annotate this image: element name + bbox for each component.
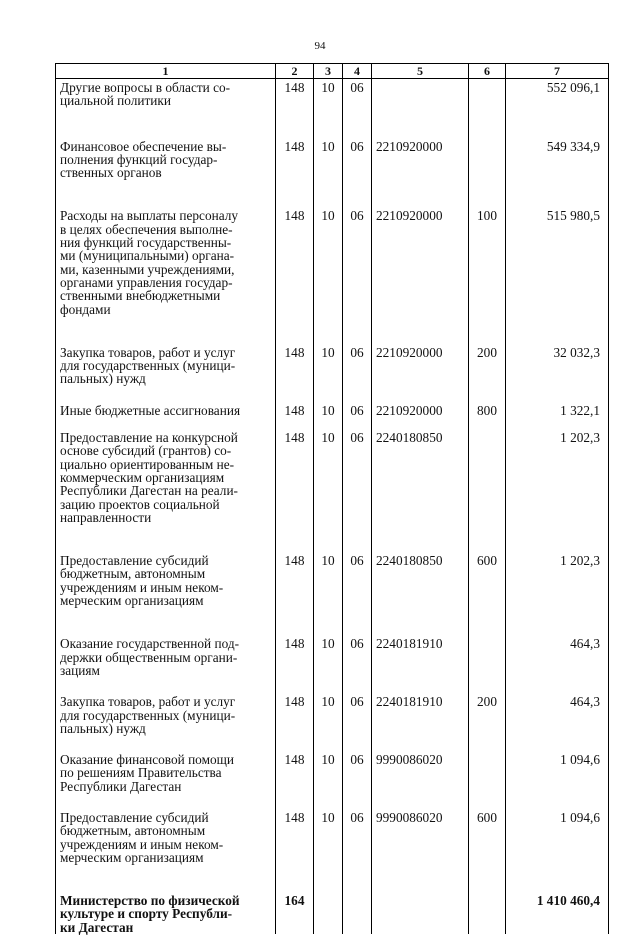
table-row [56,138,609,208]
cell-section: 10 [314,635,343,693]
cell-target-article: 2240181910 [372,693,469,751]
cell-amount: 464,3 [506,635,609,693]
header-row [56,64,609,79]
cell-subsection: 06 [343,79,372,138]
cell-target-article: 2240181910 [372,635,469,693]
cell-expense-type: 600 [469,809,506,892]
table-row [56,79,609,138]
cell-admin-code: 148 [276,429,314,552]
table-header [56,64,609,79]
cell-target-article: 2240180850 [372,429,469,552]
cell-section: 10 [314,207,343,343]
header-col-2: 2 [276,64,314,79]
cell-expense-type: 600 [469,552,506,635]
cell-admin-code: 148 [276,344,314,402]
cell-amount: 515 980,5 [506,207,609,343]
cell-section: 10 [314,751,343,809]
cell-admin-code: 148 [276,552,314,635]
budget-table [55,63,609,934]
cell-name: Иные бюджетные ассигнования [56,402,276,429]
cell-name: Оказание финансовой помощи по решениям Правительства Республики Дагестан [56,751,276,809]
table-row [56,809,609,892]
table-row [56,751,609,809]
cell-target-article: 2210920000 [372,138,469,208]
cell-name: Предоставление на конкурсной основе субсидий (грантов) со- циально ориентированным не- коммерческим организациям Республики Дагестан на реали- зацию проектов социальной направленности [56,429,276,552]
header-col-1: 1 [56,64,276,79]
table-row [56,344,609,402]
cell-subsection [343,892,372,934]
cell-subsection: 06 [343,693,372,751]
cell-amount: 1 094,6 [506,809,609,892]
cell-admin-code: 148 [276,751,314,809]
cell-amount: 552 096,1 [506,79,609,138]
cell-amount: 464,3 [506,693,609,751]
cell-target-article: 9990086020 [372,751,469,809]
cell-target-article [372,892,469,934]
cell-expense-type [469,429,506,552]
cell-target-article: 2210920000 [372,207,469,343]
cell-section: 10 [314,79,343,138]
table-row [56,892,609,934]
cell-target-article [372,79,469,138]
cell-expense-type: 100 [469,207,506,343]
cell-target-article: 2210920000 [372,402,469,429]
cell-admin-code: 148 [276,207,314,343]
cell-expense-type: 800 [469,402,506,429]
cell-subsection: 06 [343,402,372,429]
cell-amount: 1 322,1 [506,402,609,429]
cell-name: Оказание государственной под- держки общественным органи- зациям [56,635,276,693]
cell-amount: 1 202,3 [506,429,609,552]
table-row [56,693,609,751]
cell-section: 10 [314,429,343,552]
cell-expense-type [469,751,506,809]
cell-name: Закупка товаров, работ и услуг для государственных (муници- пальных) нужд [56,344,276,402]
cell-amount: 1 410 460,4 [506,892,609,934]
cell-subsection: 06 [343,552,372,635]
cell-section: 10 [314,693,343,751]
cell-target-article: 9990086020 [372,809,469,892]
table-row [56,429,609,552]
cell-subsection: 06 [343,635,372,693]
page-number: 94 [314,40,326,52]
header-col-5: 5 [372,64,469,79]
cell-amount: 549 334,9 [506,138,609,208]
cell-section [314,892,343,934]
cell-name: Министерство по физической культуре и спорту Республи- ки Дагестан [56,892,276,934]
cell-subsection: 06 [343,207,372,343]
cell-subsection: 06 [343,429,372,552]
cell-admin-code: 148 [276,635,314,693]
cell-subsection: 06 [343,809,372,892]
cell-name: Предоставление субсидий бюджетным, автономным учреждениям и иным неком- мерческим организациям [56,809,276,892]
cell-amount: 1 094,6 [506,751,609,809]
cell-section: 10 [314,809,343,892]
cell-admin-code: 148 [276,809,314,892]
cell-expense-type: 200 [469,693,506,751]
cell-subsection: 06 [343,751,372,809]
cell-admin-code: 148 [276,402,314,429]
cell-amount: 1 202,3 [506,552,609,635]
cell-expense-type: 200 [469,344,506,402]
cell-expense-type [469,79,506,138]
cell-target-article: 2240180850 [372,552,469,635]
cell-name: Расходы на выплаты персоналу в целях обеспечения выполне- ния функций государственны- ми (муниципальными) органа- ми, казенными учреждениями, органами управления государ- ственными внебюджетными фондами [56,207,276,343]
cell-section: 10 [314,138,343,208]
cell-admin-code: 148 [276,79,314,138]
cell-name: Финансовое обеспечение вы- полнения функций государ- ственных органов [56,138,276,208]
cell-name: Закупка товаров, работ и услуг для государственных (муници- пальных) нужд [56,693,276,751]
table-row [56,207,609,343]
table-row [56,635,609,693]
cell-name: Другие вопросы в области со- циальной политики [56,79,276,138]
table-row [56,552,609,635]
cell-subsection: 06 [343,344,372,402]
cell-section: 10 [314,344,343,402]
cell-expense-type [469,635,506,693]
table-body [56,79,609,935]
header-col-4: 4 [343,64,372,79]
cell-subsection: 06 [343,138,372,208]
cell-expense-type [469,138,506,208]
cell-section: 10 [314,402,343,429]
cell-amount: 32 032,3 [506,344,609,402]
cell-section: 10 [314,552,343,635]
table-row [56,402,609,429]
header-col-7: 7 [506,64,609,79]
cell-expense-type [469,892,506,934]
cell-admin-code: 148 [276,138,314,208]
cell-name: Предоставление субсидий бюджетным, автономным учреждениям и иным неком- мерческим организациям [56,552,276,635]
header-col-3: 3 [314,64,343,79]
cell-target-article: 2210920000 [372,344,469,402]
cell-admin-code: 164 [276,892,314,934]
header-col-6: 6 [469,64,506,79]
cell-admin-code: 148 [276,693,314,751]
